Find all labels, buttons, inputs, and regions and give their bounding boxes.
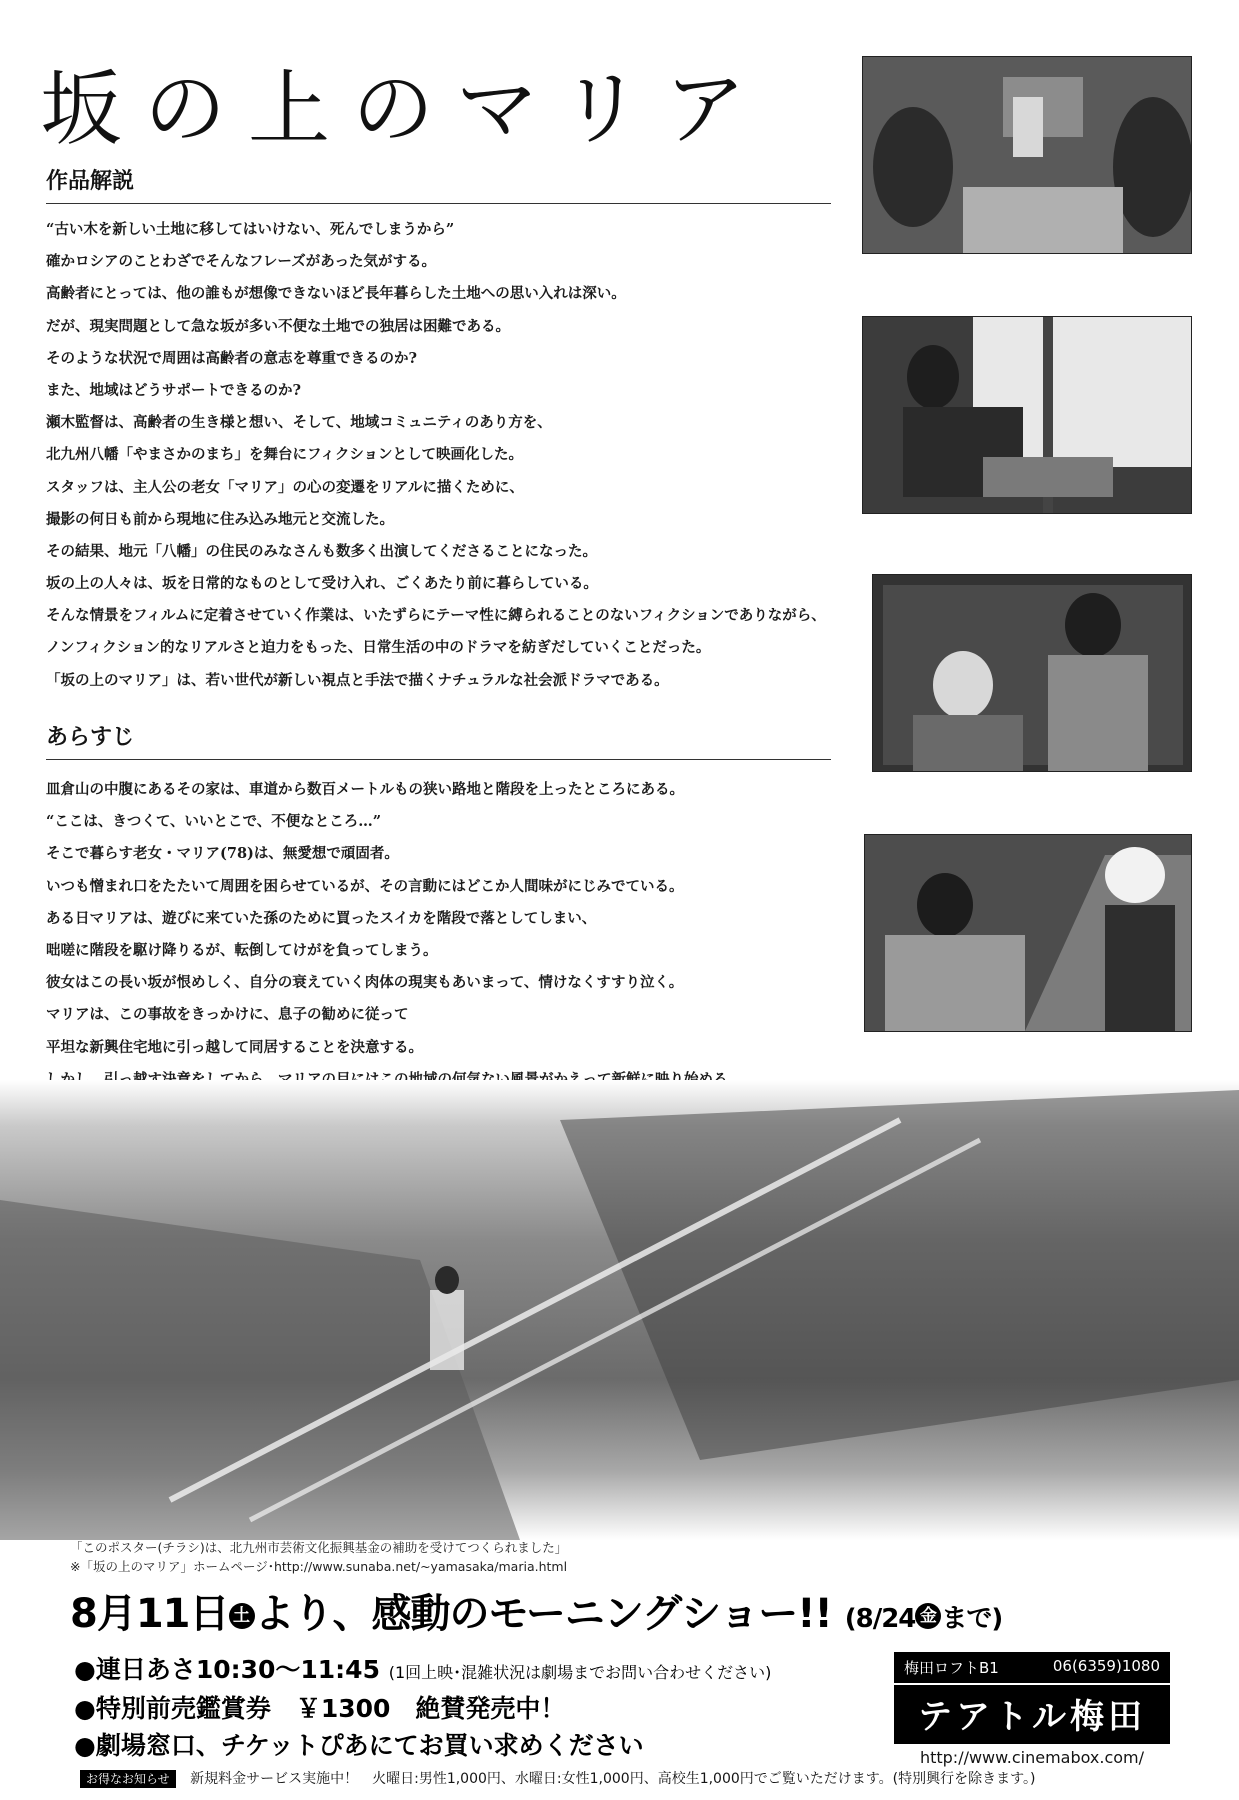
text-line: ノンフィクション的なリアルさと迫力をもった、日常生活の中のドラマを紡ぎだしていくことだった。: [46, 639, 711, 657]
text-line: マリアは、この事故をきっかけに、息子の勧めに従って: [46, 1006, 409, 1024]
section-heading-commentary: 作品解説: [46, 164, 831, 204]
text-line: “古い木を新しい土地に移してはいけない、死んでしまうから”: [46, 221, 455, 238]
schedule-note: (1回上映･混雑状況は劇場までお問い合わせください): [388, 1663, 772, 1682]
funding-notice: 「このポスター(チラシ)は、北九州市芸術文化振興基金の補助を受けてつくられました」: [70, 1540, 568, 1555]
text-line: 確かロシアのことわざでそんなフレーズがあった気がする。: [46, 253, 437, 271]
background-stairway-photo: [0, 1080, 1239, 1540]
theater-address: [894, 1652, 1170, 1683]
theater-phone: 06(6359)1080: [1052, 1657, 1160, 1675]
text-line: いつも憎まれ口をたたいて周囲を困らせているが、その言動にはどこか人間味がにじみでている。: [46, 877, 684, 895]
text-line: 高齢者にとっては、他の誰もが想像できないほど長年暮らした土地への思い入れは深い。: [46, 285, 626, 303]
end-until: まで): [941, 1604, 1003, 1634]
theater-url[interactable]: http://www.cinemabox.com/: [919, 1748, 1145, 1767]
film-title: 坂の上のマリア: [40, 62, 769, 157]
text-line: そのような状況で周囲は高齢者の意志を尊重できるのか?: [46, 349, 417, 367]
start-day-badge: 土: [229, 1603, 255, 1629]
schedule-time: ●連日あさ10:30〜11:45: [74, 1655, 380, 1684]
text-line: 瀬木監督は、高齢者の生き様と想い、そして、地域コミュニティのあり方を、: [46, 414, 552, 432]
text-line: 「坂の上のマリア」は、若い世代が新しい視点と手法で描くナチュラルな社会派ドラマである。: [46, 671, 669, 689]
text-line: 平坦な新興住宅地に引っ越して同居することを決意する。: [46, 1038, 423, 1056]
still-photo-stairs: [864, 834, 1192, 1032]
ticket-info: ●特別前売鑑賞券 ￥1300 絶賛発売中！: [74, 1694, 566, 1723]
homepage-notice: ※「坂の上のマリア」ホームページ･http://www.sunaba.net/~yamasaka/maria.html: [70, 1559, 568, 1574]
text-line: そんな情景をフィルムに定着させていく作業は、いたずらにテーマ性に縛られることのないフィクションでありながら、: [46, 607, 826, 625]
purchase-info: ●劇場窓口、チケットぴあにてお買い求めください: [74, 1731, 644, 1760]
text-line: “ここは、きつくて、いいとこで、不便なところ…”: [46, 813, 382, 831]
text-line: 咄嗟に階段を駆け降りるが、転倒してけがを負ってしまう。: [46, 941, 438, 959]
end-date: (8/24: [844, 1604, 916, 1634]
commentary-text: [46, 214, 856, 697]
text-line: 皿倉山の中腹にあるその家は、車道から数百メートルもの狭い路地と階段を上ったところにある。: [46, 781, 684, 798]
screening-banner: [70, 1582, 1002, 1639]
still-photo-porch: [862, 316, 1192, 514]
footer-notice: [80, 1768, 1035, 1788]
text-line: ある日マリアは、遊びに来ていた孫のために買ったスイカを階段で落としてしまい、: [46, 909, 597, 927]
text-line: 撮影の何日も前から現地に住み込み地元と交流した。: [46, 510, 394, 528]
start-date: 8月11日: [70, 1591, 229, 1637]
footer-text: 新規料金サービス実施中！ 火曜日:男性1,000円、水曜日:女性1,000円、高校生1,000円でご覧いただけます。(特別興行を除きます。): [190, 1771, 1036, 1787]
text-line: 坂の上の人々は、坂を日常的なものとして受け入れ、ごくあたり前に暮らしている。: [46, 575, 598, 593]
text-line: 北九州八幡「やまさかのまち」を舞台にフィクションとして映画化した。: [46, 446, 524, 464]
text-line: だが、現実問題として急な坂が多い不便な土地での独居は困難である。: [46, 317, 510, 335]
text-line: また、地域はどうサポートできるのか?: [46, 381, 301, 399]
text-line: そこで暮らす老女・マリア(78)は、無愛想で頑固者。: [46, 845, 399, 863]
footer-tag: お得なお知らせ: [80, 1770, 176, 1788]
schedule-info: [74, 1650, 771, 1686]
text-line: その結果、地元「八幡」の住民のみなさんも数多く出演してくださることになった。: [46, 542, 597, 560]
still-photo-kitchen: [862, 56, 1192, 254]
theater-location: 梅田ロフトB1: [904, 1659, 999, 1677]
end-day-badge: 金: [915, 1603, 941, 1629]
still-photo-doorway: [872, 574, 1192, 772]
banner-tagline: より、感動のモーニングショー!!: [254, 1591, 832, 1637]
theater-name: テアトル梅田: [894, 1685, 1170, 1744]
section-heading-synopsis: あらすじ: [46, 720, 831, 760]
text-line: 彼女はこの長い坂が恨めしく、自分の衰えていく肉体の現実もあいまって、情けなくすすり泣く。: [46, 974, 684, 992]
theater-box: [894, 1652, 1170, 1767]
text-line: スタッフは、主人公の老女「マリア」の心の変遷をリアルに描くために、: [46, 478, 524, 496]
